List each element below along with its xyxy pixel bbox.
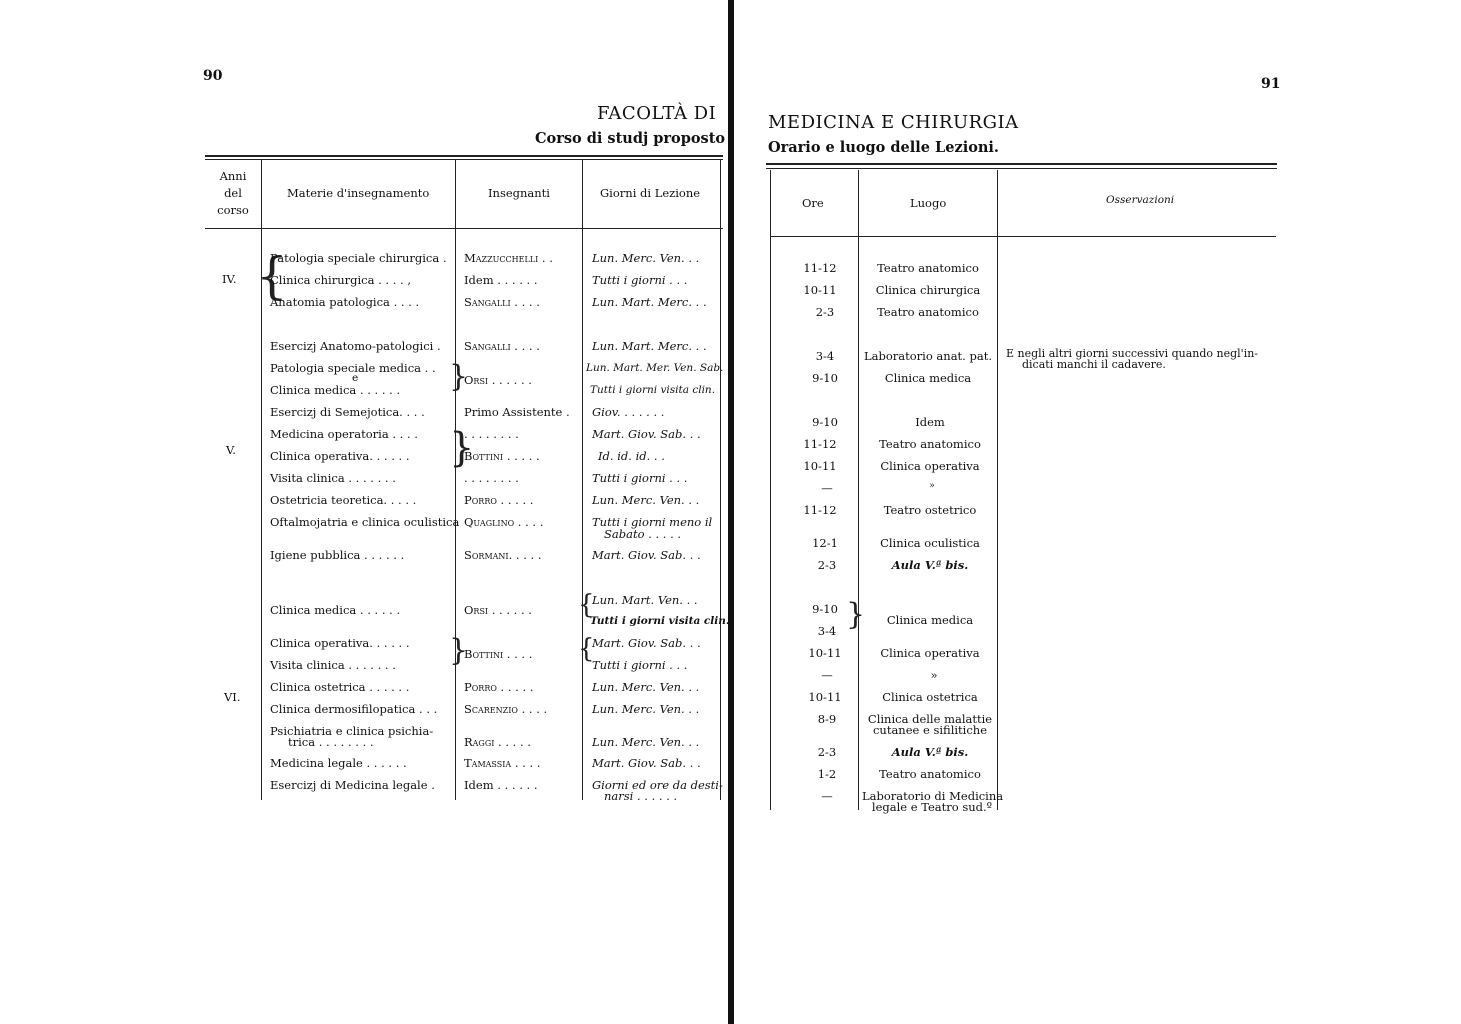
insegnante-row-18: Scarenzio . . . . (464, 702, 548, 716)
materia-row-3: Anatomia patologica . . . . (270, 295, 420, 309)
ore-row-18: 8-9 (817, 712, 837, 726)
giorni-row-15: Mart. Giov. Sab. . . (592, 636, 701, 650)
materia-row-2: Clinica chirurgica . . . . , (270, 273, 412, 287)
materia-row-7: Esercizj di Semejotica. . . . (270, 405, 425, 419)
observation-line-1: E negli altri giorni successivi quando negl'in- (1006, 347, 1259, 360)
year-v: V. (226, 443, 236, 457)
luogo-row-17: Clinica ostetrica (882, 690, 978, 704)
luogo-row-18: Clinica delle malattie (867, 712, 993, 726)
insegnante-row-8: . . . . . . . . (464, 427, 519, 441)
insegnante-row-3: Sangalli . . . . (464, 295, 540, 309)
ore-row-13: 9-10 (812, 602, 838, 616)
materia-row-15: Clinica operativa. . . . . . (270, 636, 410, 650)
brace-iv: { (256, 247, 288, 305)
luogo-row-3: Teatro anatomico (877, 305, 979, 319)
giorni-row-17: Lun. Merc. Ven. . . (592, 680, 700, 694)
materia-row-21: Esercizj di Medicina legale . (270, 778, 435, 792)
insegnante-row-20: Tamassia . . . . (464, 756, 541, 770)
left-page-number: 90 (203, 68, 223, 84)
materia-row-13: Igiene pubblica . . . . . . (270, 548, 405, 562)
header-luogo: Luogo (910, 196, 947, 210)
right-page-subtitle: Orario e luogo delle Lezioni. (768, 139, 999, 156)
right-col-line-1 (858, 170, 859, 810)
ore-row-3: 2-3 (815, 305, 835, 319)
ore-row-17: 10-11 (808, 690, 842, 704)
insegnante-row-17: Porro . . . . . (464, 680, 534, 694)
luogo-legale-teatro: legale e Teatro sud.º (871, 800, 993, 814)
luogo-row-6: Idem (915, 415, 945, 429)
header-ore: Ore (802, 196, 824, 210)
giorni-row-11: Lun. Merc. Ven. . . (592, 493, 700, 507)
luogo-row-20: Teatro anatomico (879, 767, 981, 781)
luogo-row-21: Laboratorio di Medicina (862, 789, 1004, 803)
materia-trica: trica . . . . . . . . (288, 735, 374, 749)
ore-row-14: 3-4 (817, 624, 837, 638)
header-insegnanti: Insegnanti (488, 186, 550, 200)
giorni-row-9: Id. id. id. . . (598, 449, 665, 463)
brace-orsi-vi: { (578, 590, 595, 620)
ore-row-12: 2-3 (817, 558, 837, 572)
brace-bottini: } (449, 425, 475, 471)
insegnante-row-14: Orsi . . . . . . (464, 603, 532, 617)
insegnante-row-21: Idem . . . . . . (464, 778, 538, 792)
ore-row-16: — (821, 668, 833, 682)
left-page-title: FACOLTÀ DI (597, 103, 717, 124)
ore-row-8: 10-11 (803, 459, 837, 473)
ore-row-4: 3-4 (815, 349, 835, 363)
materia-row-6: Clinica medica . . . . . . (270, 383, 401, 397)
insegnante-row-13: Sormani. . . . . (464, 548, 542, 562)
ore-row-7: 11-12 (803, 437, 837, 451)
materia-row-16: Visita clinica . . . . . . . (270, 658, 396, 672)
materia-row-11: Ostetricia teoretica. . . . . (270, 493, 417, 507)
left-col-line-3 (582, 160, 583, 800)
giorni-row-4: Lun. Mart. Merc. . . (592, 339, 707, 353)
insegnante-orsi: Orsi . . . . . . (464, 373, 532, 387)
materia-row-1: Patologia speciale chirurgica . (270, 251, 447, 265)
left-col-line-4 (720, 160, 721, 800)
materia-row-20: Medicina legale . . . . . . (270, 756, 407, 770)
ore-row-2: 10-11 (803, 283, 837, 297)
header-anni-3: corso (217, 203, 249, 217)
right-top-rule-thin (766, 168, 1277, 169)
ore-row-6: 9-10 (812, 415, 838, 429)
ore-row-20: 1-2 (817, 767, 837, 781)
luogo-row-15: Clinica operativa (880, 646, 980, 660)
left-top-rule (205, 155, 723, 157)
giorni-visita-vi: Tutti i giorni visita clin. (590, 615, 730, 627)
brace-orsi: } (449, 359, 469, 394)
giorni-row-10: Tutti i giorni . . . (592, 471, 688, 485)
giorni-row-13: Mart. Giov. Sab. . . (592, 548, 701, 562)
materia-row-8: Medicina operatoria . . . . (270, 427, 418, 441)
insegnante-row-1: Mazzucchelli . . (464, 251, 553, 265)
giorni-narsi: narsi . . . . . . (604, 789, 678, 803)
year-iv: IV. (222, 272, 237, 286)
giorni-row-3: Lun. Mart. Merc. . . (592, 295, 707, 309)
right-page-number: 91 (1261, 76, 1281, 92)
giorni-row-20: Mart. Giov. Sab. . . (592, 756, 701, 770)
insegnante-row-7: Primo Assistente . (464, 405, 570, 419)
left-top-rule-thin (205, 159, 723, 160)
materia-e-connector: e (352, 372, 359, 384)
luogo-row-9: » (929, 481, 935, 491)
luogo-row-19: Aula V.ª bis. (891, 745, 969, 759)
right-top-rule (766, 163, 1277, 165)
luogo-row-12: Aula V.ª bis. (891, 558, 969, 572)
header-anni-2: del (224, 186, 242, 200)
luogo-row-1: Teatro anatomico (877, 261, 979, 275)
giorni-row-7: Giov. . . . . . . (592, 405, 665, 419)
luogo-row-7: Teatro anatomico (879, 437, 981, 451)
insegnante-row-2: Idem . . . . . . (464, 273, 538, 287)
materia-row-12: Oftalmojatria e clinica oculistica (270, 515, 460, 529)
giorni-row-2: Tutti i giorni . . . (592, 273, 688, 287)
insegnante-row-10: . . . . . . . . (464, 471, 519, 485)
materia-row-9: Clinica operativa. . . . . . (270, 449, 410, 463)
luogo-row-16: » (930, 668, 938, 682)
right-col-line-0 (770, 170, 771, 810)
left-col-line-2 (455, 160, 456, 800)
ore-row-19: 2-3 (817, 745, 837, 759)
giorni-row-19: Lun. Merc. Ven. . . (592, 735, 700, 749)
brace-giorni-vi: { (578, 634, 595, 664)
luogo-row-11: Clinica oculistica (880, 536, 980, 550)
ore-row-21: — (821, 789, 833, 803)
observation-line-2: dicati manchi il cadavere. (1022, 358, 1166, 371)
luogo-row-10: Teatro ostetrico (883, 503, 977, 517)
luogo-row-4: Laboratorio anat. pat. (864, 349, 992, 363)
header-anni (210, 168, 256, 219)
giorni-row-1: Lun. Merc. Ven. . . (592, 251, 700, 265)
luogo-row-8: Clinica operativa (880, 459, 980, 473)
header-anni-1: Anni (219, 169, 247, 183)
giorni-row-18: Lun. Merc. Ven. . . (592, 702, 700, 716)
header-materie: Materie d'insegnamento (287, 186, 430, 200)
giorni-sabato: Sabato . . . . . (604, 527, 682, 541)
insegnante-row-9: Bottini . . . . . (464, 449, 540, 463)
right-header-rule (770, 236, 1276, 237)
giorni-row-16: Tutti i giorni . . . (592, 658, 688, 672)
giorni-row-6: Tutti i giorni visita clin. (590, 384, 716, 396)
giorni-row-14: Lun. Mart. Ven. . . (592, 593, 698, 607)
materia-row-14: Clinica medica . . . . . . (270, 603, 401, 617)
left-header-rule (205, 228, 723, 229)
ore-row-11: 12-1 (812, 536, 838, 550)
ore-row-5: 9-10 (812, 371, 838, 385)
materia-row-4: Esercizj Anatomo-patologici . (270, 339, 441, 353)
insegnante-bottini-vi: Bottini . . . . (464, 647, 533, 661)
ore-row-1: 11-12 (803, 261, 837, 275)
ore-row-10: 11-12 (803, 503, 837, 517)
giorni-row-21: Giorni ed ore da desti- (592, 778, 723, 792)
materia-row-10: Visita clinica . . . . . . . (270, 471, 396, 485)
year-vi: VI. (224, 690, 241, 704)
giorni-row-5: Lun. Mart. Mer. Ven. Sab. (586, 362, 724, 374)
materia-row-18: Clinica dermosifilopatica . . . (270, 702, 438, 716)
insegnante-row-12: Quaglino . . . . (464, 515, 544, 529)
brace-bottini-vi: } (449, 633, 469, 668)
header-giorni: Giorni di Lezione (600, 186, 701, 200)
left-page-subtitle: Corso di studj proposto (535, 130, 726, 147)
luogo-row-5: Clinica medica (884, 371, 972, 385)
insegnante-row-4: Sangalli . . . . (464, 339, 540, 353)
insegnante-row-11: Porro . . . . . (464, 493, 534, 507)
materia-row-19: Psichiatria e clinica psichia- (270, 724, 434, 738)
luogo-row-2: Clinica chirurgica (875, 283, 981, 297)
header-osservazioni: Osservazioni (1106, 194, 1175, 206)
brace-clinica-medica: } (846, 597, 866, 632)
book-spine (728, 0, 734, 1024)
materia-row-5: Patologia speciale medica . . (270, 361, 436, 375)
giorni-row-8: Mart. Giov. Sab. . . (592, 427, 701, 441)
luogo-row-14: Clinica medica (886, 613, 974, 627)
ore-row-9: — (821, 481, 833, 495)
insegnante-row-19: Raggi . . . . . (464, 735, 531, 749)
materia-row-17: Clinica ostetrica . . . . . . (270, 680, 410, 694)
right-page-title: MEDICINA E CHIRURGIA (768, 112, 1019, 133)
luogo-cutanee: cutanee e sifilitiche (872, 723, 988, 737)
ore-row-15: 10-11 (808, 646, 842, 660)
giorni-row-12: Tutti i giorni meno il (592, 515, 713, 529)
